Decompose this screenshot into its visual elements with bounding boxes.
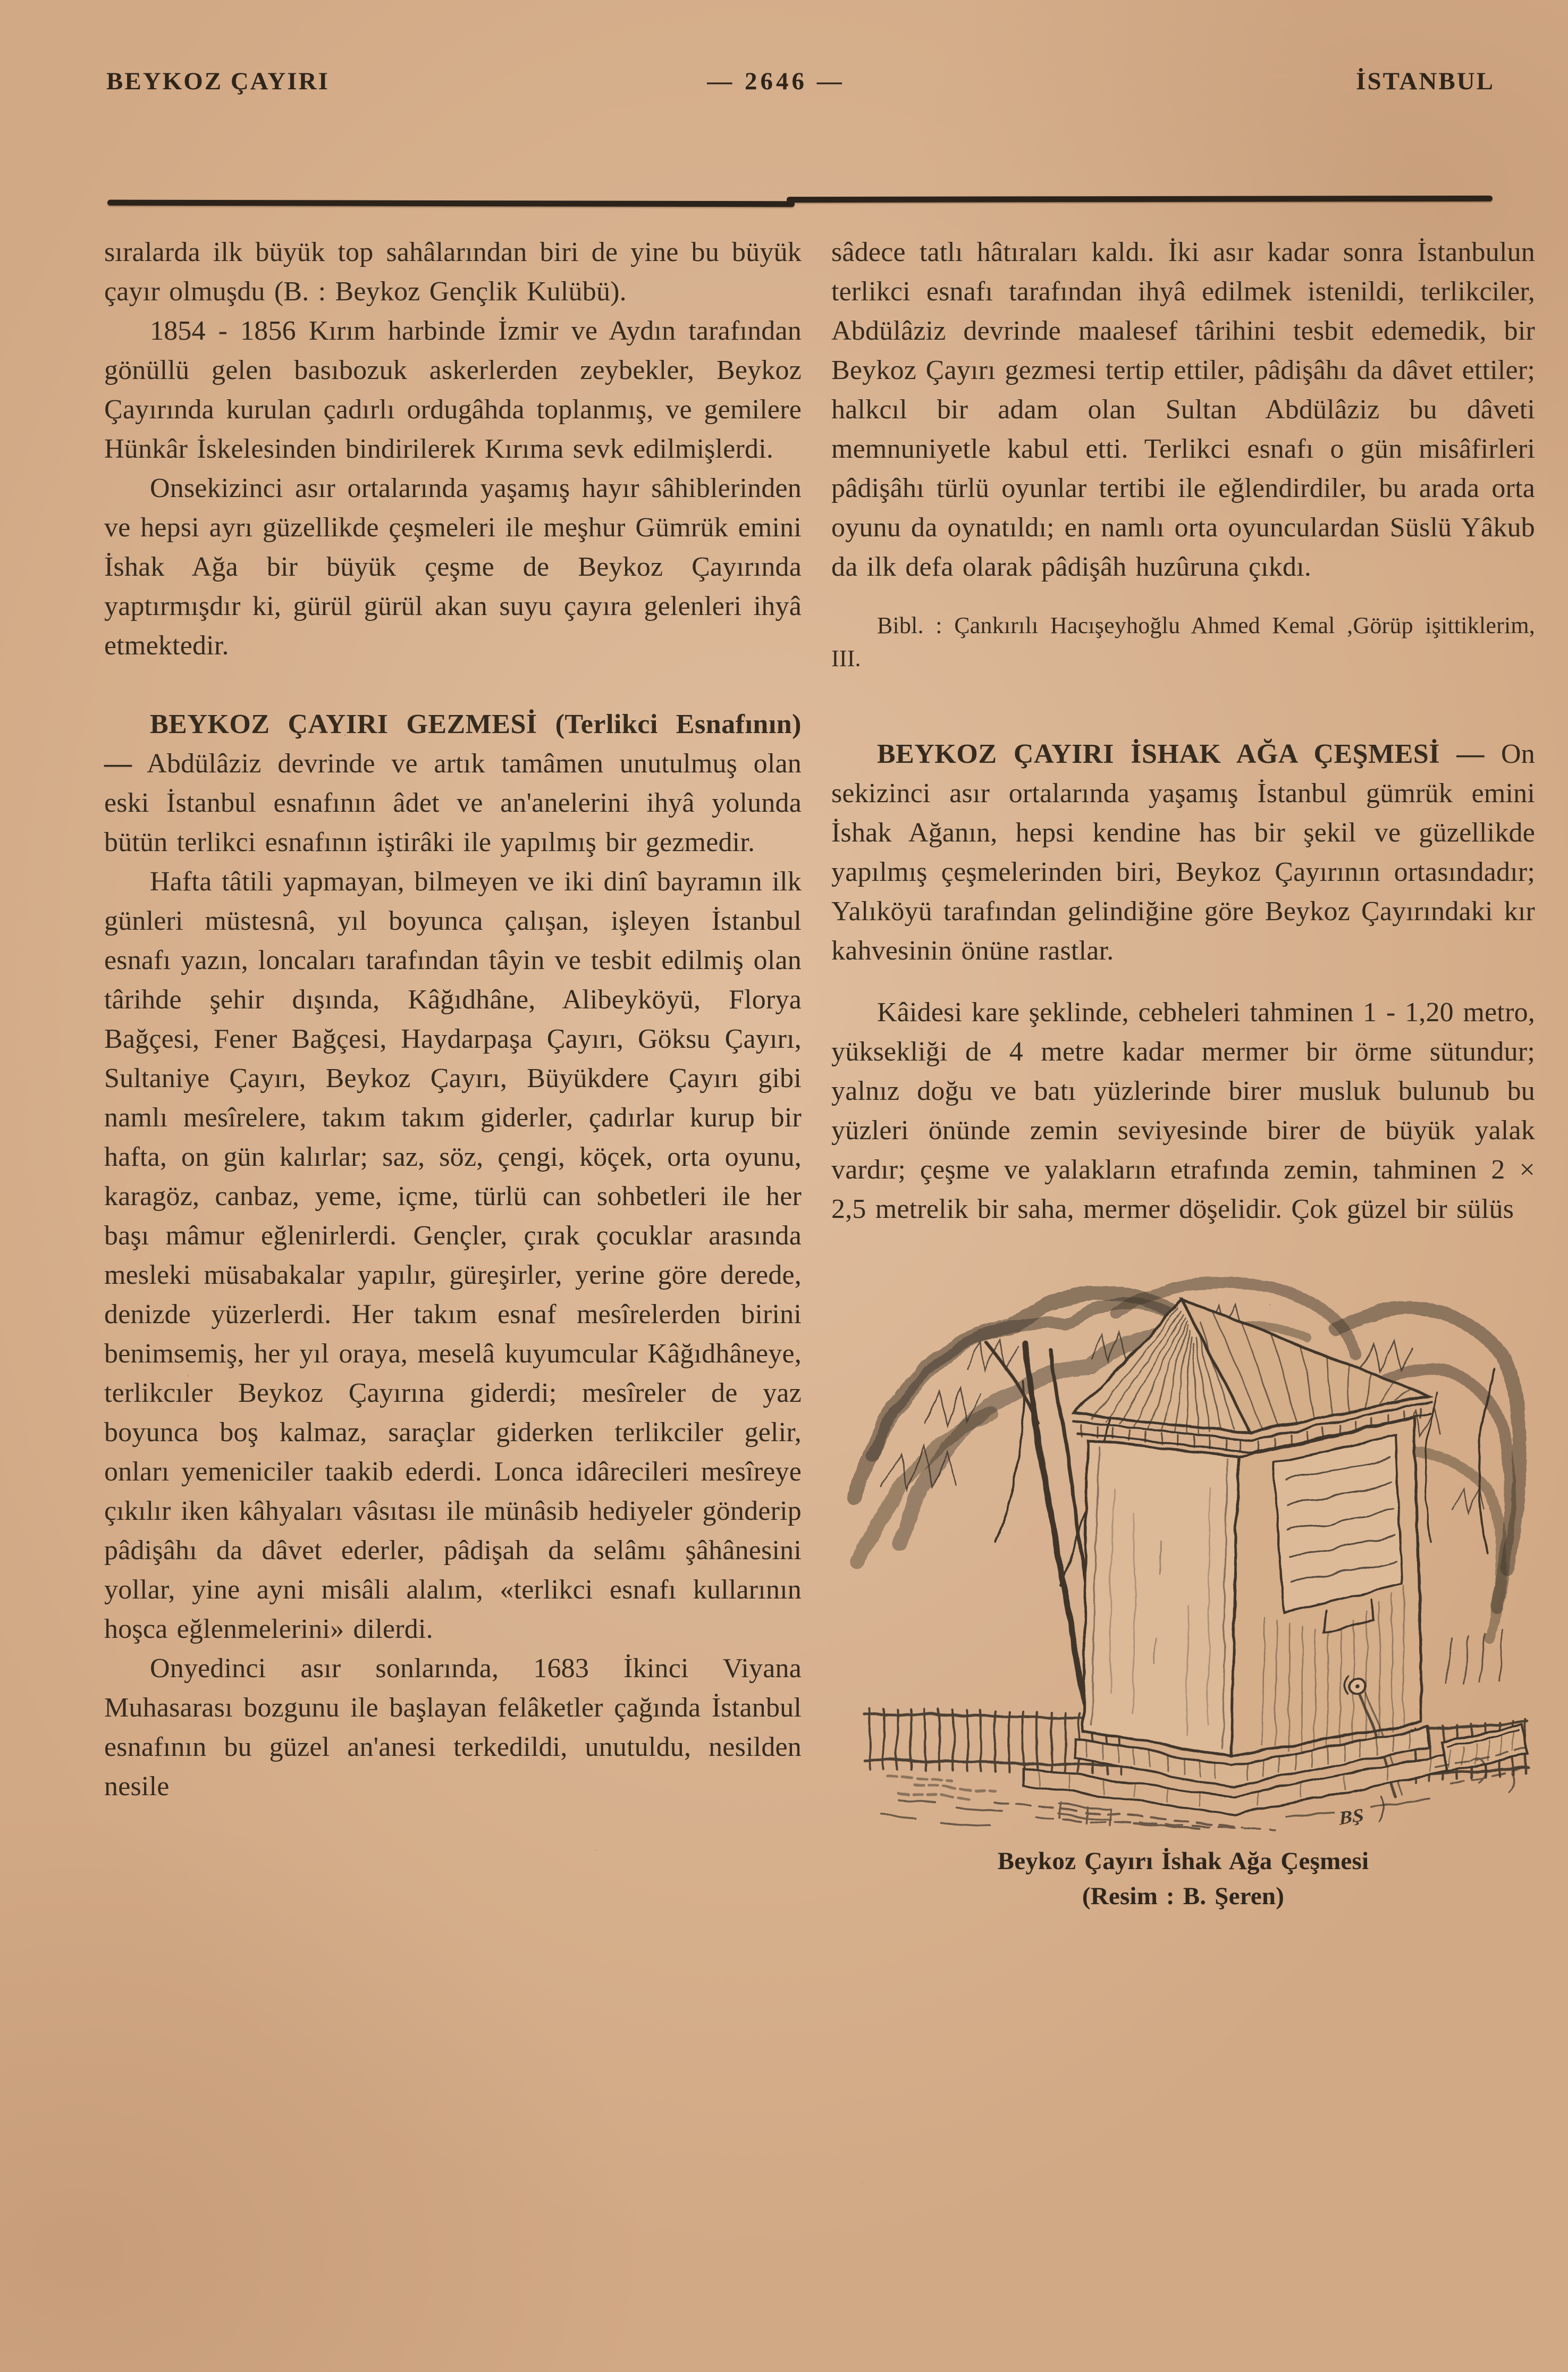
header-rule-left — [107, 200, 795, 207]
caption-credit: (Resim : B. Şeren) — [1082, 1882, 1285, 1910]
paragraph: Onyedinci asır sonlarında, 1683 İkinci Viyana Muhasarası bozgunu ile başlayan felâketler çağında İstanbul esnafının bu güzel an'anesi terkedildi, unutuldu, nesilden nesile — [104, 1653, 802, 1802]
paragraph: Onsekizinci asır ortalarında yaşamış hayır sâhiblerinden ve hepsi ayrı güzellikde çeşmeleri ile meşhur Gümrük emini İshak Ağa bir büyük çeşme de Beykoz Çayırında yaptırmışdır ki, gürül gürül akan suyu çayıra gelenleri ihyâ etmektedir. — [104, 473, 802, 661]
artist-signature: BŞ — [1337, 1804, 1365, 1829]
paragraph: Kâidesi kare şeklinde, cebheleri tahminen 1 - 1,20 metro, yüksekliği de 4 metre kadar mermer bir örme sütundur; yalnız doğu ve batı yüzlerinde birer musluk bulunub bu yüzleri önünde zemin seviyesinde birer de büyük yalak vardır; çeşme ve yalakların etrafında zemin, tahminen 2 × 2,5 metrelik bir saha, mermer döşelidir. Çok güzel bir sülüs — [831, 997, 1535, 1224]
entry-paragraph: BEYKOZ ÇAYIRI İSHAK AĞA ÇEŞMESİ — On sekizinci asır ortalarında yaşamış İstanbul gümrük emini İshak Ağanın, hepsi kendine has bir şekil ve güzellikde yapılmış çeşmelerinden biri, Beykoz Çayırının ortasındadır; Yalıköyü tarafından gelindiğine göre Beykoz Çayırındaki kır kahvesinin önüne rastlar. — [831, 739, 1535, 966]
page-number: — 2646 — — [707, 68, 845, 95]
entry-heading: BEYKOZ ÇAYIRI İSHAK AĞA ÇEŞMESİ — — [877, 739, 1485, 769]
fountain-illustration — [833, 1262, 1533, 1832]
column-right — [831, 233, 1535, 1914]
signature-flourish — [1380, 1797, 1384, 1822]
caption-title: Beykoz Çayırı İshak Ağa Çeşmesi — [997, 1847, 1369, 1875]
column-left — [104, 233, 802, 1914]
text-columns — [104, 233, 1535, 1914]
paragraph: Bibl. : Çankırılı Hacışeyhoğlu Ahmed Kemal ,Görüp işittiklerim, III. — [831, 612, 1535, 671]
ground-shading — [888, 1776, 995, 1798]
header-work-title: İSTANBUL — [1356, 68, 1495, 95]
paragraph: sâdece tatlı hâtıraları kaldı. İki asır kadar sonra İstanbulun terlikci esnafı tarafından ihyâ edilmek istenildi, terlikciler, Abdülâziz devrinde maalesef târihini tesbit edemedik, bir Beykoz Çayırı gezmesi tertip ettiler, pâdişâhı da dâvet ettiler; halkcıl bir adam olan Sultan Abdülâziz bu dâveti memnuniyetle kabul etti. Terlikci esnafı o gün misâfirleri pâdişâhı türlü oyunlar tertibi ile eğlendirdiler, bu arada orta oyunu da oynatıldı; en namlı orta oyunculardan Süslü Yâkub da ilk defa olarak pâdişâh huzûruna çıkdı. — [831, 237, 1535, 582]
header-rule-right — [787, 196, 1493, 203]
entry-paragraph: BEYKOZ ÇAYIRI GEZMESİ (Terlikci Esnafının) — Abdülâziz devrinde ve artık tamâmen unutulmuş olan eski İstanbul esnafının âdet ve an'anelerini ihyâ yolunda bütün terlikci esnafının iştirâki ile yapılmış bir gezmedir. — [104, 709, 802, 857]
paragraph: Hafta tâtili yapmayan, bilmeyen ve iki dinî bayramın ilk günleri müstesnâ, yıl boyunca çalışan, işleyen İstanbul esnafı yazın, loncaları tarafından tâyin ve tesbit edilmiş olan târihde şehir dışında, Kâğıdhâne, Alibeyköyü, Florya Bağçesi, Fener Bağçesi, Haydarpaşa Çayırı, Göksu Çayırı, Sultaniye Çayırı, Beykoz Çayırı, Büyükdere Çayırı gibi namlı mesîrelere, takım takım giderler, çadırlar kurup bir hafta, on gün kalırlar; saz, söz, çengi, köçek, orta oyunu, karagöz, canbaz, yeme, içme, türlü can sohbetleri ile her başı mâmur eğlenirlerdi. Gençler, çırak çocuklar arasında mesleki müsabakalar yapılır, güreşirler, yerine göre derede, denizde yüzerlerdi. Her takım esnaf mesîrelerden birini benimsemiş, her yıl oraya, meselâ kuyumcular Kâğıdhâneye, terlikcıler Beykoz Çayırına giderdi; mesîreler de yaz boyunca boş kalmaz, saraçlar giderken terlikciler gelir, onları yemeniciler taakib ederdi. Lonca idârecileri mesîreye çıkılır iken kâhyaları vâsıtası ile münâsib hediyeler gönderip pâdişâhı da dâvet ederler, pâdişah da selâmı şâhânesini yollar, yine ayni misâli alalım, «terlikci esnafı kullarının hoşca eğlenmelerini» dilerdi. — [104, 867, 802, 1644]
entry-heading: BEYKOZ ÇAYIRI GEZMESİ (Terlikci Esnafının) — — [104, 709, 802, 779]
illustration-caption — [831, 1844, 1535, 1914]
page-header — [106, 67, 1495, 104]
paragraph: sıralarda ilk büyük top sahâlarından biri de yine bu büyük çayır olmuşdu (B. : Beykoz Gençlik Kulübü). — [104, 237, 802, 307]
paragraph: 1854 - 1856 Kırım harbinde İzmir ve Aydın tarafından gönüllü gelen basıbozuk askerlerden zeybekler, Beykoz Çayırında kurulan çadırlı ordugâhda toplanmış, ve gemilere Hünkâr İskelesinden bindirilerek Kırıma sevk edilmişlerdi. — [104, 316, 802, 464]
header-article-title: BEYKOZ ÇAYIRI — [106, 68, 330, 95]
